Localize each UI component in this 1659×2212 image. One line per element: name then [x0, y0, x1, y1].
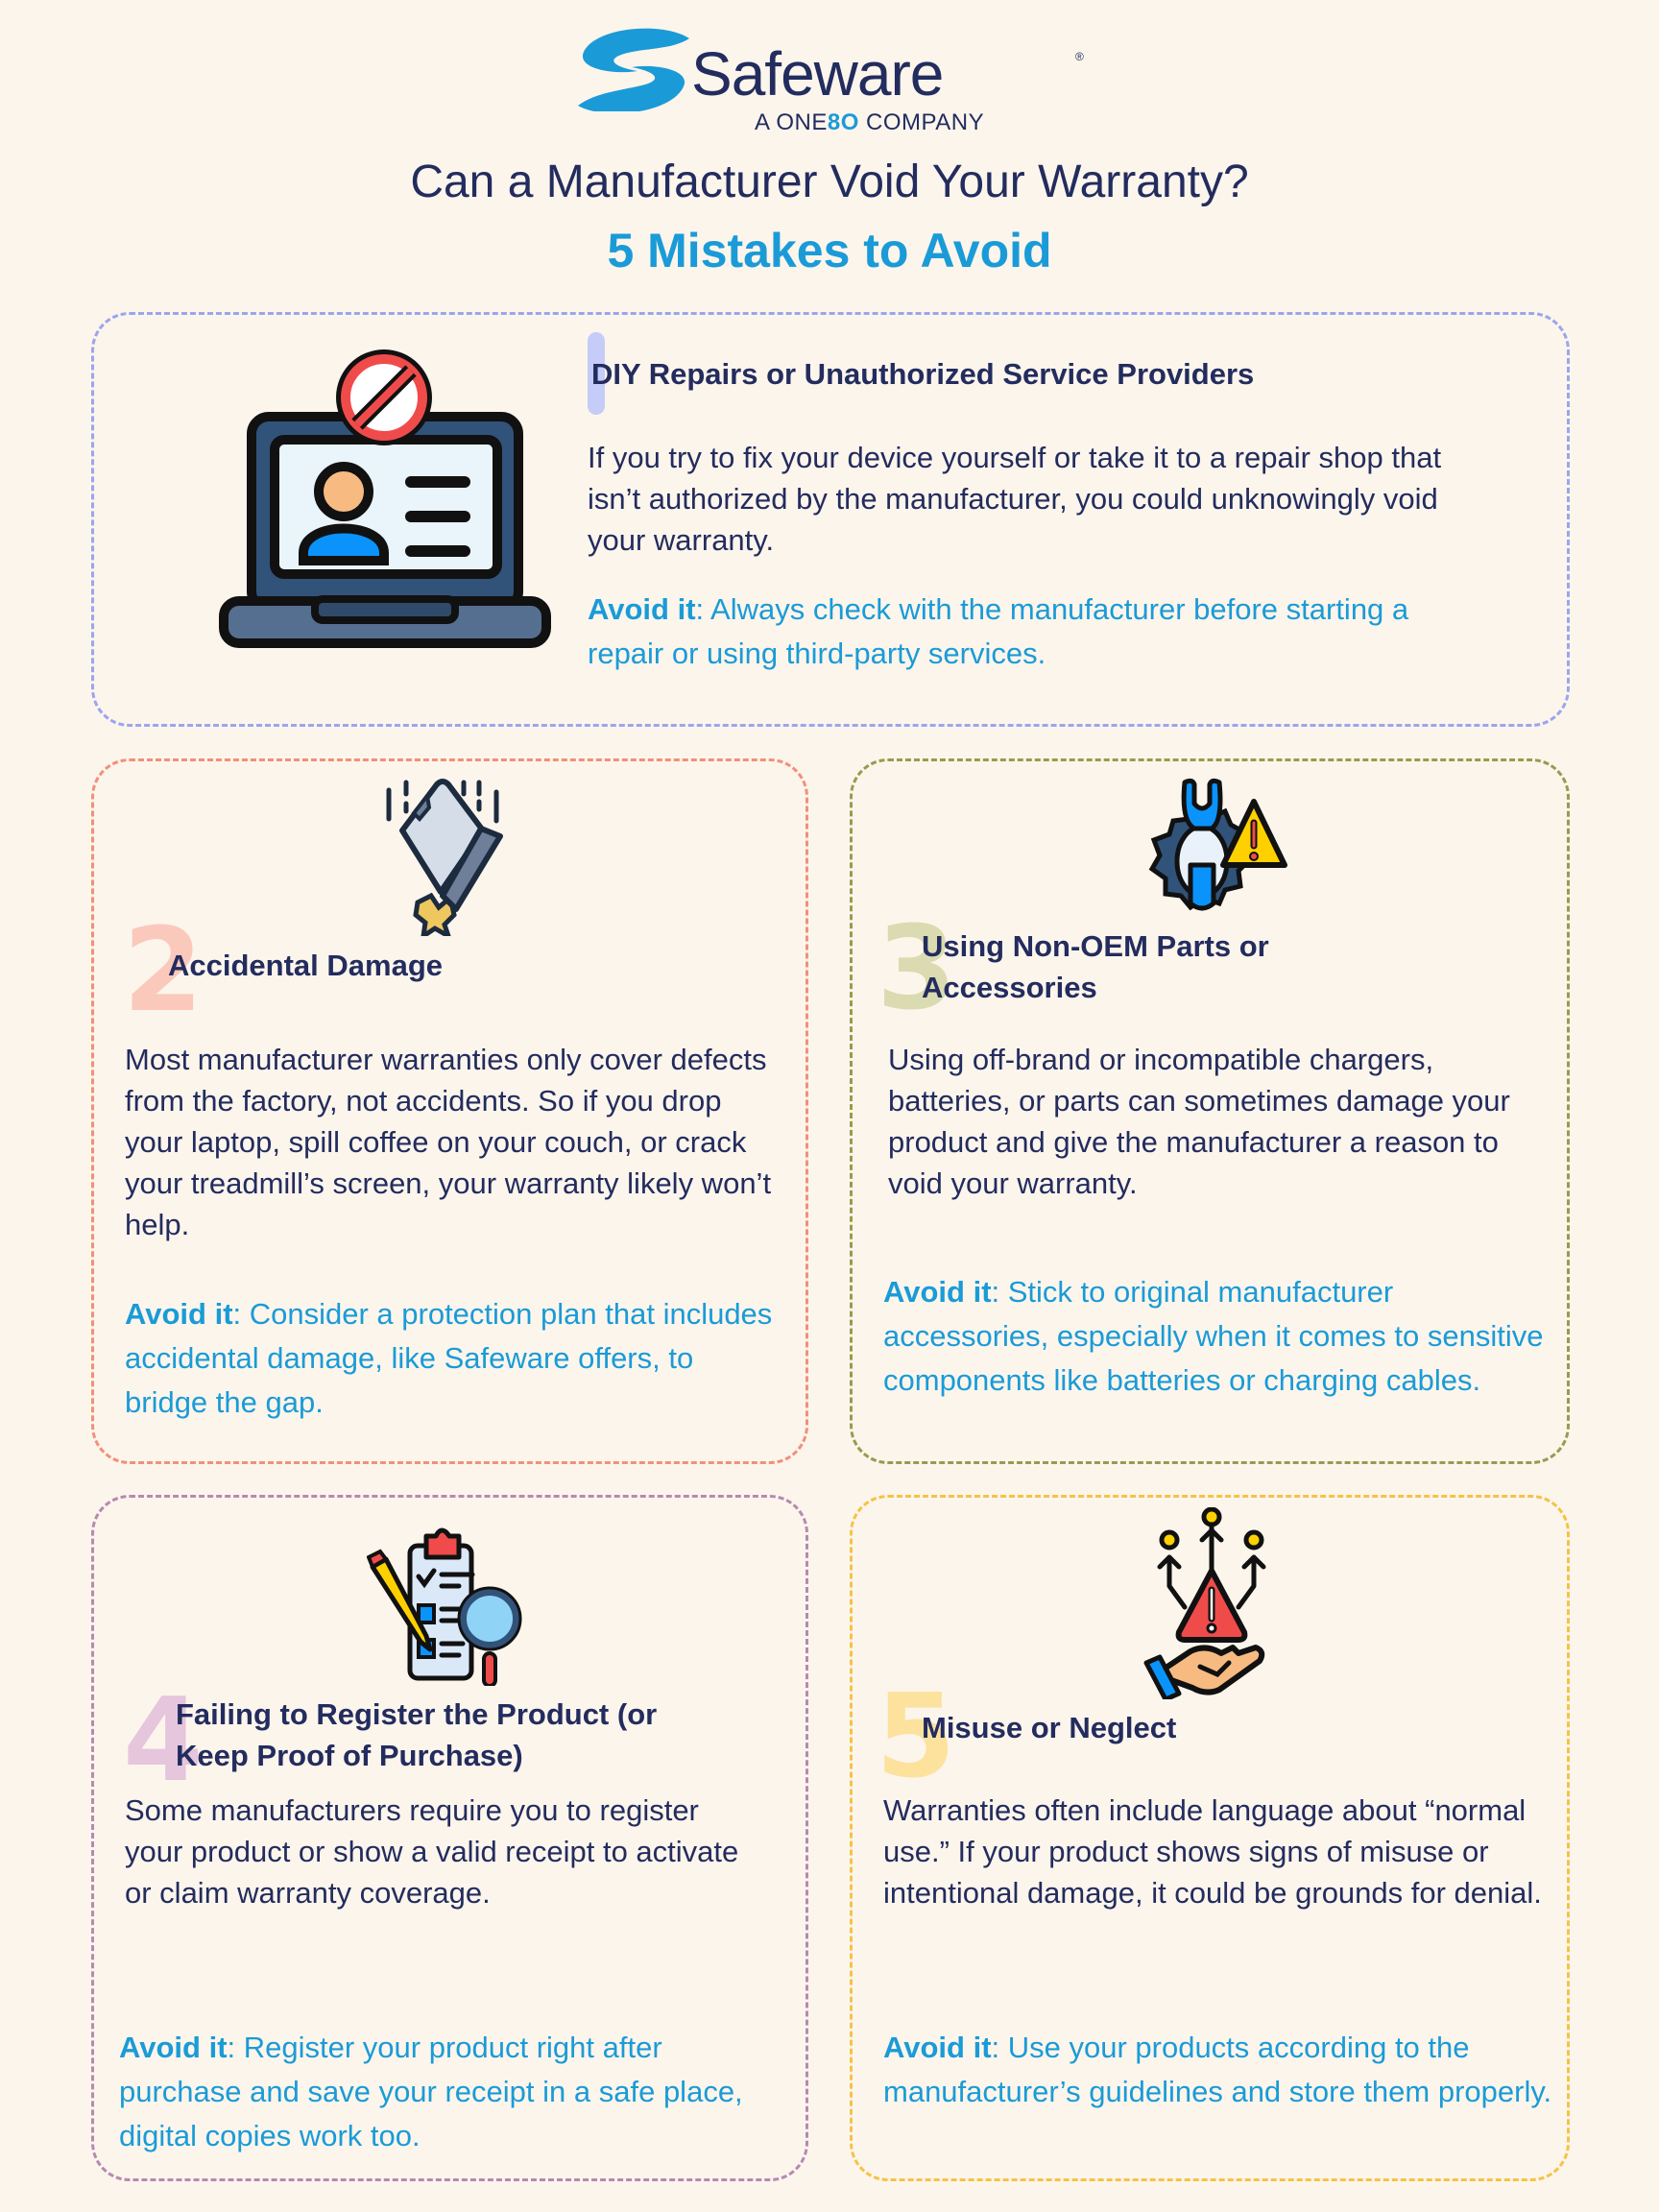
avoid-text: : Always check with the manufacturer before starting a repair or using third-party services.	[588, 592, 1409, 670]
avoid-text: : Use your products according to the manufacturer’s guidelines and store them properly.	[883, 2031, 1552, 2108]
tagline-one: ONE	[776, 109, 828, 135]
mistake-4-number: 4	[123, 1674, 204, 1808]
clipboard-checklist-magnifier-icon	[367, 1523, 540, 1686]
mistake-3-body: Using off-brand or incompatible chargers, batteries, or parts can sometimes damage your product and give the manufacturer a reason to void your warranty.	[888, 1043, 1510, 1200]
mistake-4-avoid	[119, 2026, 781, 2158]
mistake-4-heading: Failing to Register the Product (or Keep Proof of Purchase)	[176, 1697, 658, 1772]
avoid-text: : Stick to original manufacturer accessories, especially when it comes to sensitive components like batteries or charging cables.	[883, 1275, 1544, 1397]
laptop-prohibited-icon	[219, 348, 551, 651]
tagline-prefix: A	[755, 109, 777, 135]
mistake-1-body: If you try to fix your device yourself or take it to a repair shop that isn’t authorized by the manufacturer, you could unknowingly void your warranty.	[588, 441, 1442, 557]
mistake-2-body: Most manufacturer warranties only cover defects from the factory, not accidents. So if you drop your laptop, spill coffee on your couch, or crack your treadmill’s screen, your warranty likely won’t help.	[125, 1043, 772, 1241]
avoid-label: Avoid it	[883, 2031, 992, 2064]
brand-tagline	[755, 109, 984, 136]
mistake-2-heading: Accidental Damage	[168, 949, 443, 982]
safeware-s-mark-icon	[576, 25, 691, 111]
mistake-2-number: 2	[123, 904, 204, 1038]
avoid-label: Avoid it	[119, 2031, 228, 2064]
mistake-1-avoid	[588, 588, 1471, 676]
hand-warning-icon	[1142, 1507, 1286, 1699]
page-title: Can a Manufacturer Void Your Warranty?	[410, 156, 1249, 207]
mistake-3-avoid	[883, 1270, 1546, 1403]
mistake-4-body: Some manufacturers require you to register your product or show a valid receipt to activate or claim warranty coverage.	[125, 1793, 739, 1910]
mistake-5-heading: Misuse or Neglect	[922, 1711, 1177, 1744]
tagline-80: 8O	[827, 109, 859, 135]
avoid-text: : Consider a protection plan that includes accidental damage, like Safeware offers, to bridge the gap.	[125, 1297, 773, 1419]
mistake-3-number: 3	[877, 902, 957, 1036]
mistake-5-body: Warranties often include language about “normal use.” If your product shows signs of misuse or intentional damage, it could be grounds for denial.	[883, 1793, 1542, 1910]
mistake-2-avoid	[125, 1292, 778, 1425]
avoid-label: Avoid it	[883, 1275, 992, 1309]
mistake-3-heading: Using Non-OEM Parts or Accessories	[922, 929, 1269, 1004]
safeware-logo	[576, 25, 1094, 140]
falling-phone-icon	[379, 773, 523, 936]
tagline-suffix: COMPANY	[858, 109, 985, 135]
mistake-5-number: 5	[876, 1671, 956, 1804]
page-subtitle: 5 Mistakes to Avoid	[607, 224, 1052, 277]
wrench-gear-warning-icon	[1131, 773, 1290, 926]
mistake-5-avoid	[883, 2026, 1555, 2114]
mistake-1-heading: DIY Repairs or Unauthorized Service Providers	[591, 357, 1255, 391]
avoid-label: Avoid it	[125, 1297, 233, 1331]
brand-name: Safeware	[691, 39, 944, 108]
registered-mark: ®	[1075, 50, 1084, 63]
avoid-text: : Register your product right after purchase and save your receipt in a safe place, digital copies work too.	[119, 2031, 743, 2152]
avoid-label: Avoid it	[588, 592, 696, 626]
